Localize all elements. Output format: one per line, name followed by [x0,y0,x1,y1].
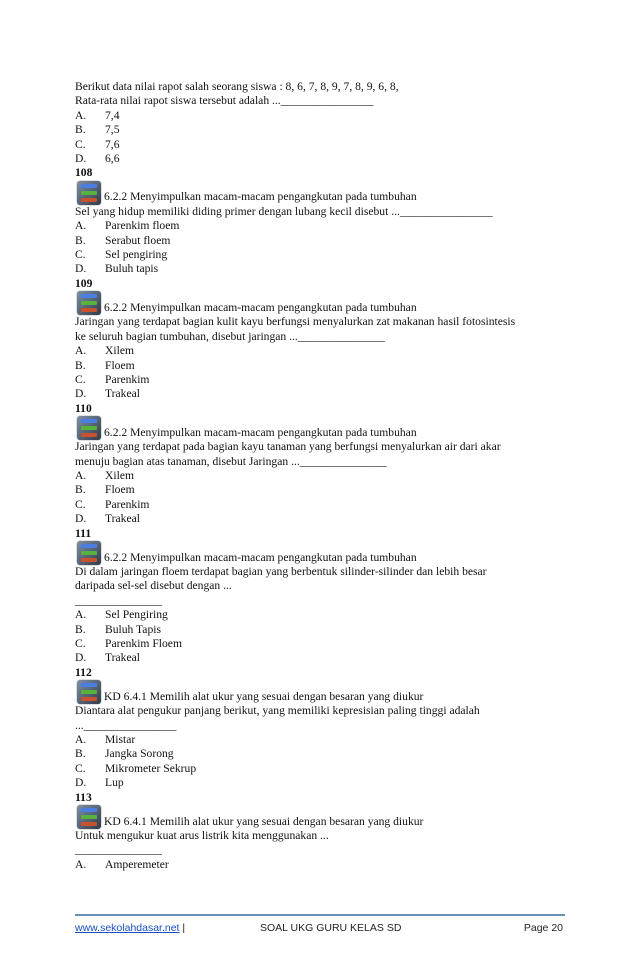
option-text: Jangka Sorong [105,747,174,761]
option-d [75,387,565,401]
option-a [75,469,565,483]
option-c [75,762,565,776]
option-text: Floem [105,358,135,372]
option-letter: D. [75,262,87,276]
option-letter: C. [75,372,86,386]
option-text: Floem [105,483,135,497]
option-a [75,608,565,622]
question-111 [75,527,565,666]
option-text: Parenkim Floem [105,637,182,650]
option-text: Sel pengiring [105,248,168,262]
option-letter: D. [75,387,87,401]
option-text: Xilem [105,468,134,482]
site-link[interactable]: www.sekolahdasar.net [75,922,180,934]
question-109 [75,277,565,402]
option-d [75,776,565,790]
option-letter: B. [75,358,86,372]
question-text: Untuk mengukur kuat arus listrik kita menggunakan ... [75,829,329,843]
option-text: Amperemeter [105,857,169,871]
list-icon [77,181,101,205]
option-b [75,483,565,497]
option-text: Sel Pengiring [105,608,168,622]
question-text: ke seluruh bagian tumbuhan, disebut jaringan ..._______________ [75,329,385,343]
option-c [75,248,565,262]
question-number: 111 [75,526,92,540]
option-letter: B. [75,123,86,137]
competency-text: 6.2.2 Menyimpulkan macam-macam pengangkutan pada tumbuhan [104,425,417,439]
question-number: 109 [75,276,93,290]
footer-separator: | [179,922,186,934]
option-text: Trakeal [105,387,140,401]
option-a [75,344,565,358]
option-text: Trakeal [105,512,140,526]
option-text: Trakeal [105,651,140,665]
competency-text: KD 6.4.1 Memilih alat ukur yang sesuai dengan besaran yang diukur [104,689,424,703]
question-text: Di dalam jaringan floem terdapat bagian yang berbentuk silinder-silinder dan lebih besar [75,564,487,578]
question-text: Sel yang hidup memiliki diding primer dengan lubang kecil disebut ...________________ [75,204,493,218]
option-b [75,623,565,637]
question-110 [75,402,565,527]
option-letter: B. [75,622,86,636]
option-d [75,651,565,665]
option-a [75,733,565,747]
question-text: Jaringan yang terdapat bagian kulit kayu berfungsi menyalurkan zat makanan hasil fotosintesis [75,315,516,329]
list-icon [77,291,101,315]
question-number: 108 [75,166,93,180]
option-b [75,123,565,137]
option-text: Mikrometer Sekrup [105,761,197,775]
question-text: Jaringan yang terdapat pada bagian kayu tanaman yang berfungsi menyalurkan air dari akar [75,440,501,454]
question-number: 110 [75,401,92,415]
option-letter: C. [75,248,86,262]
option-text: Mistar [105,733,136,747]
option-a [75,109,565,123]
competency-line [77,541,565,565]
list-icon [77,416,101,440]
option-letter: B. [75,747,86,761]
option-letter: D. [75,512,87,526]
question-text: Rata-rata nilai rapot siswa tersebut adalah ...________________ [75,94,374,108]
footer-title: SOAL UKG GURU KELAS SD [260,922,402,934]
option-text: 7,6 [105,137,120,151]
option-letter: A. [75,468,87,482]
option-letter: D. [75,776,87,790]
list-icon [77,541,101,565]
option-letter: B. [75,483,86,497]
question-number: 112 [75,665,92,679]
option-text: Xilem [105,344,134,358]
answer-blank: _______________ [75,843,162,857]
page-content [75,80,565,872]
question-107 [75,80,565,166]
competency-text: 6.2.2 Menyimpulkan macam-macam pengangkutan pada tumbuhan [104,300,417,314]
answer-blank: _______________ [75,593,162,607]
option-letter: A. [75,733,87,747]
list-icon [77,680,101,704]
option-text: Parenkim [105,497,150,511]
question-112 [75,666,565,791]
option-a [75,858,565,872]
option-letter: D. [75,152,87,166]
option-c [75,373,565,387]
competency-line [77,181,565,205]
option-letter: B. [75,233,86,247]
question-text: daripada sel-sel disebut dengan ... [75,579,232,593]
option-text: Parenkim floem [105,219,180,233]
option-c [75,637,565,651]
option-d [75,262,565,276]
competency-line [77,680,565,704]
option-letter: A. [75,344,87,358]
option-letter: A. [75,219,87,233]
option-b [75,234,565,248]
option-c [75,498,565,512]
option-text: Serabut floem [105,233,171,247]
page-footer [75,914,565,934]
option-b [75,747,565,761]
question-108 [75,166,565,276]
option-letter: C. [75,637,86,650]
footer-left [75,921,185,935]
question-text: menuju bagian atas tanaman, disebut Jaringan ..._______________ [75,454,387,468]
option-text: 6,6 [105,152,120,166]
option-text: Buluh Tapis [105,622,161,636]
competency-line [77,291,565,315]
option-d [75,152,565,166]
competency-text: 6.2.2 Menyimpulkan macam-macam pengangkutan pada tumbuhan [104,190,417,204]
answer-blank: ...________________ [75,718,177,732]
option-letter: C. [75,497,86,511]
page-number: Page 20 [523,922,563,934]
option-letter: C. [75,761,86,775]
option-b [75,359,565,373]
option-letter: D. [75,651,87,665]
option-d [75,512,565,526]
question-text: Diantara alat pengukur panjang berikut, yang memiliki kepresisian paling tinggi adalah [75,704,480,718]
option-letter: A. [75,108,87,122]
option-letter: A. [75,857,87,871]
competency-text: 6.2.2 Menyimpulkan macam-macam pengangkutan pada tumbuhan [104,550,417,564]
question-number: 113 [75,790,92,804]
question-text: Berikut data nilai rapot salah seorang siswa : 8, 6, 7, 8, 9, 7, 8, 9, 6, 8, [75,80,399,93]
option-text: Parenkim [105,372,150,386]
option-letter: C. [75,137,86,151]
option-c [75,138,565,152]
list-icon [77,805,101,829]
question-113 [75,791,565,873]
option-a [75,219,565,233]
option-text: 7,5 [105,123,120,137]
competency-text: KD 6.4.1 Memilih alat ukur yang sesuai dengan besaran yang diukur [104,814,424,828]
option-text: Buluh tapis [105,262,159,276]
option-text: 7,4 [105,108,120,122]
competency-line [77,416,565,440]
competency-line [77,805,565,829]
option-letter: A. [75,608,87,622]
option-text: Lup [105,776,124,790]
